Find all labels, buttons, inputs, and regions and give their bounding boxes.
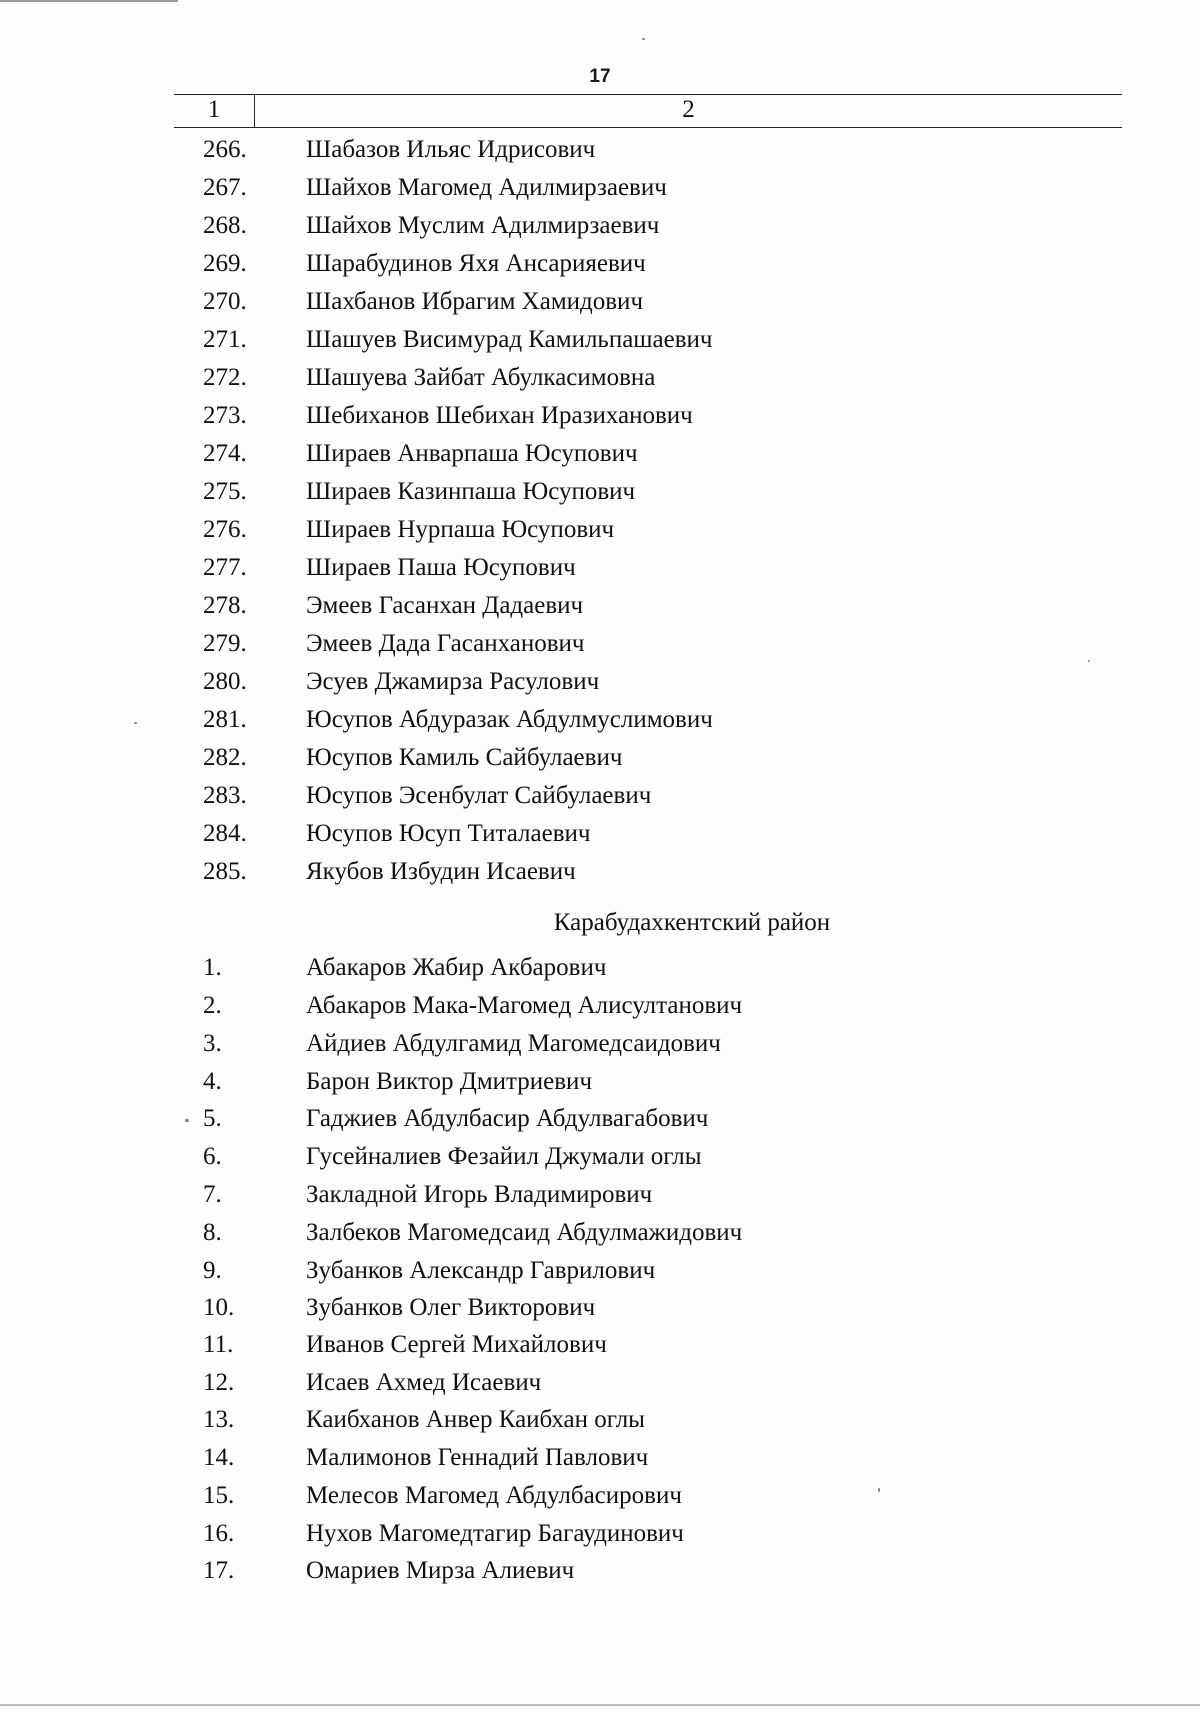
list-item bbox=[0, 209, 1200, 243]
item-number: 273. bbox=[203, 402, 247, 429]
item-number: 281. bbox=[203, 706, 247, 733]
scan-edge-top bbox=[0, 0, 178, 2]
item-number: 13. bbox=[203, 1406, 235, 1433]
list-item bbox=[0, 817, 1200, 851]
item-name: Гусейналиев Фезайил Джумали оглы bbox=[306, 1143, 702, 1170]
item-number: 271. bbox=[203, 326, 247, 353]
item-number: 15. bbox=[203, 1482, 235, 1509]
item-number: 268. bbox=[203, 212, 247, 239]
item-name: Закладной Игорь Владимирович bbox=[306, 1181, 653, 1208]
item-name: Шайхов Магомед Адилмирзаевич bbox=[306, 174, 667, 201]
item-name: Шираев Нурпаша Юсупович bbox=[306, 516, 615, 543]
list-item bbox=[0, 399, 1200, 433]
scan-speck bbox=[642, 38, 645, 40]
item-number: 270. bbox=[203, 288, 247, 315]
item-name: Шабазов Ильяс Идрисович bbox=[306, 136, 596, 163]
item-number: 7. bbox=[203, 1181, 222, 1208]
item-number: 267. bbox=[203, 174, 247, 201]
item-number: 17. bbox=[203, 1557, 235, 1584]
item-name: Иванов Сергей Михайлович bbox=[306, 1331, 607, 1358]
item-name: Зубанков Олег Викторович bbox=[306, 1294, 596, 1321]
item-name: Юсупов Юсуп Титалаевич bbox=[306, 820, 591, 847]
list-item bbox=[0, 1254, 1200, 1288]
item-name: Шахбанов Ибрагим Хамидович bbox=[306, 288, 644, 315]
item-name: Эмеев Гасанхан Дадаевич bbox=[306, 592, 584, 619]
list-item bbox=[0, 1065, 1200, 1099]
item-name: Зубанков Александр Гаврилович bbox=[306, 1257, 656, 1284]
list-item bbox=[0, 1403, 1200, 1437]
item-number: 16. bbox=[203, 1520, 235, 1547]
item-number: 274. bbox=[203, 440, 247, 467]
item-name: Мелесов Магомед Абдулбасирович bbox=[306, 1482, 682, 1509]
item-name: Шираев Паша Юсупович bbox=[306, 554, 576, 581]
item-number: 266. bbox=[203, 136, 247, 163]
list-item bbox=[0, 779, 1200, 813]
list-item bbox=[0, 551, 1200, 585]
item-number: 5. bbox=[203, 1105, 222, 1132]
item-number: 269. bbox=[203, 250, 247, 277]
item-name: Барон Виктор Дмитриевич bbox=[306, 1068, 593, 1095]
column-header-2: 2 bbox=[682, 96, 695, 123]
list-item bbox=[0, 361, 1200, 395]
item-name: Исаев Ахмед Исаевич bbox=[306, 1369, 542, 1396]
item-number: 11. bbox=[203, 1331, 234, 1358]
list-item bbox=[0, 1328, 1200, 1362]
list-item bbox=[0, 627, 1200, 661]
list-item bbox=[0, 1216, 1200, 1250]
list-item bbox=[0, 703, 1200, 737]
item-name: Шарабудинов Яхя Ансарияевич bbox=[306, 250, 646, 277]
item-name: Эсуев Джамирза Расулович bbox=[306, 668, 600, 695]
item-number: 272. bbox=[203, 364, 247, 391]
item-name: Айдиев Абдулгамид Магомедсаидович bbox=[306, 1030, 721, 1057]
list-item bbox=[0, 989, 1200, 1023]
list-item bbox=[0, 1291, 1200, 1325]
list-item bbox=[0, 1102, 1200, 1136]
item-name: Шираев Казинпаша Юсупович bbox=[306, 478, 636, 505]
column-header-1: 1 bbox=[174, 95, 255, 127]
item-number: 4. bbox=[203, 1068, 222, 1095]
item-number: 275. bbox=[203, 478, 247, 505]
column-header bbox=[174, 94, 1122, 128]
list-item bbox=[0, 951, 1200, 985]
item-name: Абакаров Мака-Магомед Алисултанович bbox=[306, 992, 743, 1019]
item-number: 280. bbox=[203, 668, 247, 695]
item-name: Эмеев Дада Гасанханович bbox=[306, 630, 585, 657]
scan-edge-bottom bbox=[0, 1704, 1200, 1706]
list-item bbox=[0, 247, 1200, 281]
item-number: 279. bbox=[203, 630, 247, 657]
list-item bbox=[0, 323, 1200, 357]
item-number: 282. bbox=[203, 744, 247, 771]
item-name: Якубов Избудин Исаевич bbox=[306, 858, 576, 885]
item-number: 14. bbox=[203, 1444, 235, 1471]
list-item bbox=[0, 437, 1200, 471]
item-name: Каибханов Анвер Каибхан оглы bbox=[306, 1406, 645, 1433]
list-item bbox=[0, 1366, 1200, 1400]
list-item bbox=[0, 855, 1200, 889]
item-number: 10. bbox=[203, 1294, 235, 1321]
item-name: Шираев Анварпаша Юсупович bbox=[306, 440, 638, 467]
item-number: 278. bbox=[203, 592, 247, 619]
list-item bbox=[0, 1027, 1200, 1061]
section-title-district: Карабудахкентский район bbox=[553, 909, 831, 936]
list-item bbox=[0, 1178, 1200, 1212]
item-name: Малимонов Геннадий Павлович bbox=[306, 1444, 649, 1471]
list-item bbox=[0, 1140, 1200, 1174]
item-name: Гаджиев Абдулбасир Абдулвагабович bbox=[306, 1105, 709, 1132]
item-name: Залбеков Магомедсаид Абдулмажидович bbox=[306, 1219, 743, 1246]
item-name: Омариев Мирза Алиевич bbox=[306, 1557, 575, 1584]
item-number: 1. bbox=[203, 954, 222, 981]
list-item bbox=[0, 171, 1200, 205]
item-number: 3. bbox=[203, 1030, 222, 1057]
item-name: Шашуев Висимурад Камильпашаевич bbox=[306, 326, 713, 353]
list-item bbox=[0, 1554, 1200, 1588]
item-name: Абакаров Жабир Акбарович bbox=[306, 954, 607, 981]
list-item bbox=[0, 1479, 1200, 1513]
page-number: 17 bbox=[589, 66, 611, 87]
item-number: 9. bbox=[203, 1257, 222, 1284]
item-number: 276. bbox=[203, 516, 247, 543]
item-name: Шебиханов Шебихан Иразиханович bbox=[306, 402, 693, 429]
list-item bbox=[0, 1517, 1200, 1551]
item-number: 283. bbox=[203, 782, 247, 809]
list-item bbox=[0, 665, 1200, 699]
item-name: Шайхов Муслим Адилмирзаевич bbox=[306, 212, 660, 239]
item-name: Нухов Магомедтагир Багаудинович bbox=[306, 1520, 684, 1547]
item-name: Юсупов Камиль Сайбулаевич bbox=[306, 744, 623, 771]
list-item bbox=[0, 589, 1200, 623]
list-item bbox=[0, 133, 1200, 167]
item-number: 12. bbox=[203, 1369, 235, 1396]
list-item bbox=[0, 1441, 1200, 1475]
list-item bbox=[0, 513, 1200, 547]
list-item bbox=[0, 285, 1200, 319]
item-name: Юсупов Абдуразак Абдулмуслимович bbox=[306, 706, 713, 733]
list-item bbox=[0, 475, 1200, 509]
item-name: Шашуева Зайбат Абулкасимовна bbox=[306, 364, 656, 391]
item-number: 277. bbox=[203, 554, 247, 581]
item-number: 8. bbox=[203, 1219, 222, 1246]
item-number: 285. bbox=[203, 858, 247, 885]
item-number: 284. bbox=[203, 820, 247, 847]
item-name: Юсупов Эсенбулат Сайбулаевич bbox=[306, 782, 652, 809]
list-item bbox=[0, 741, 1200, 775]
item-number: 6. bbox=[203, 1143, 222, 1170]
item-number: 2. bbox=[203, 992, 222, 1019]
